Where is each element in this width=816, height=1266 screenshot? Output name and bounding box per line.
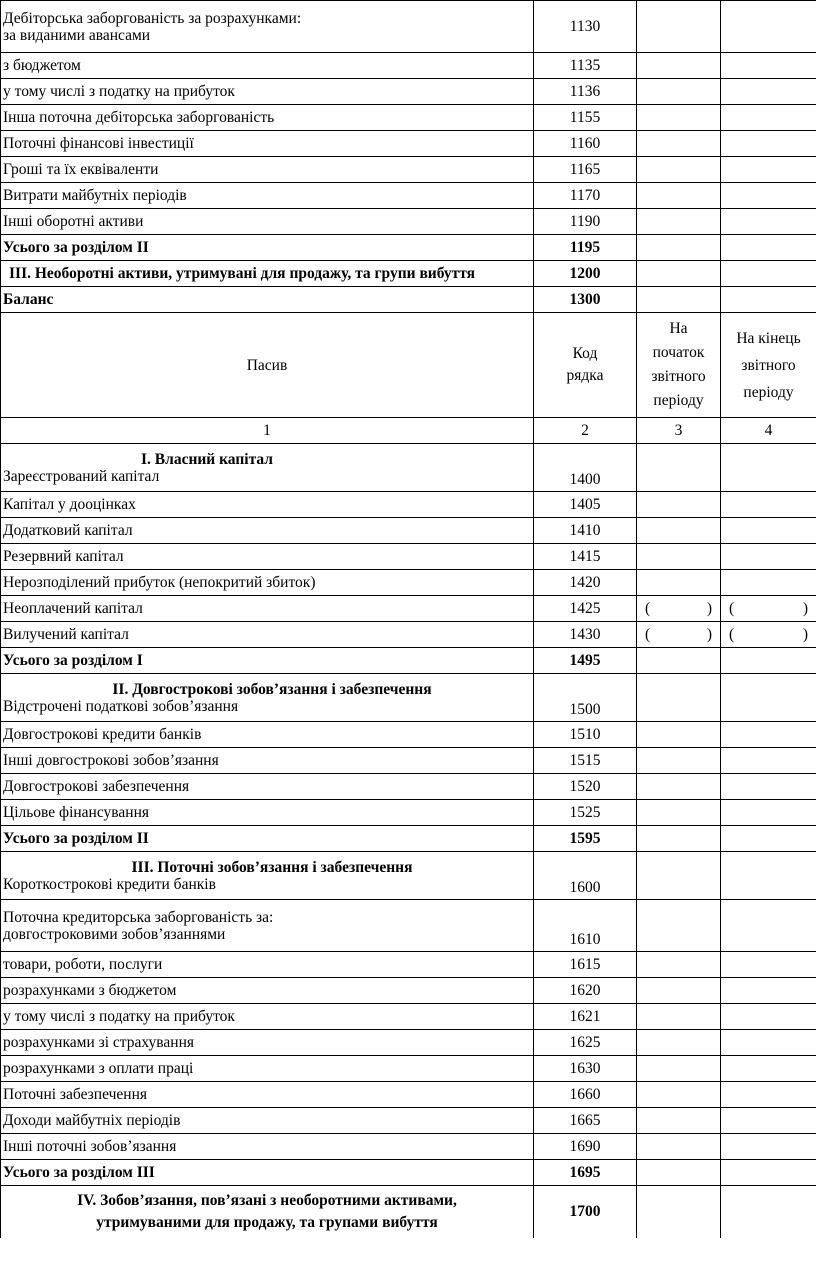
value-cell[interactable] (721, 952, 816, 978)
value-cell[interactable] (637, 952, 721, 978)
value-cell[interactable] (637, 1004, 721, 1030)
value-cell[interactable] (637, 544, 721, 570)
value-cell[interactable]: ( ) (637, 596, 721, 622)
row-code: 1420 (534, 570, 637, 596)
row-code: 1190 (534, 209, 637, 235)
row-label: у тому числі з податку на прибуток (1, 79, 534, 105)
table-row (1, 1186, 816, 1238)
row-code: 1155 (534, 105, 637, 131)
row-label: ІІІ. Необоротні активи, утримувані для продажу, та групи вибуття (1, 261, 534, 287)
table-row (1, 774, 816, 800)
table-row (1, 1056, 816, 1082)
table-row (1, 570, 816, 596)
value-cell[interactable] (721, 826, 816, 852)
row-code: 1600 (534, 852, 637, 900)
value-cell[interactable] (637, 492, 721, 518)
value-cell[interactable] (637, 105, 721, 131)
row-code: 1410 (534, 518, 637, 544)
table-row (1, 1108, 816, 1134)
row-code: 1160 (534, 131, 637, 157)
row-label: Додатковий капітал (1, 518, 534, 544)
section-title: IV. Зобов’язання, пов’язані з необоротними активами, утримуваними для продажу, та групами вибуття (1, 1186, 534, 1238)
row-label: Інша поточна дебіторська заборгованість (1, 105, 534, 131)
value-cell[interactable] (637, 748, 721, 774)
value-cell[interactable] (637, 287, 721, 313)
section-title: І. Власний капітал (141, 450, 273, 468)
row-label: Усього за розділом ІІ (1, 826, 534, 852)
row-label: Довгострокові забезпечення (1, 774, 534, 800)
column-number-row (1, 418, 816, 444)
table-row (1, 105, 816, 131)
row-label: Доходи майбутніх періодів (1, 1108, 534, 1134)
row-code: 1165 (534, 157, 637, 183)
value-cell[interactable] (637, 157, 721, 183)
value-cell[interactable] (721, 1160, 816, 1186)
table-row (1, 674, 816, 722)
value-cell[interactable] (721, 235, 816, 261)
table-row (1, 1160, 816, 1186)
row-label: Поточні забезпечення (1, 1082, 534, 1108)
table-row (1, 952, 816, 978)
value-cell[interactable] (721, 1, 816, 53)
value-cell[interactable] (721, 774, 816, 800)
row-code: 1430 (534, 622, 637, 648)
row-label: Капітал у дооцінках (1, 492, 534, 518)
value-cell[interactable] (721, 1186, 816, 1238)
value-cell[interactable] (721, 287, 816, 313)
row-label: Поточні фінансові інвестиції (1, 131, 534, 157)
row-label: Усього за розділом ІІ (1, 235, 534, 261)
table-row (1, 235, 816, 261)
value-cell[interactable] (721, 900, 816, 952)
row-code: 1300 (534, 287, 637, 313)
table-row (1, 518, 816, 544)
row-code: 1700 (534, 1186, 637, 1238)
table-row (1, 596, 816, 622)
row-code: 1665 (534, 1108, 637, 1134)
value-cell[interactable] (637, 852, 721, 900)
value-cell[interactable] (721, 1004, 816, 1030)
value-cell[interactable]: ( ) (721, 596, 816, 622)
row-label: Дебіторська заборгованість за розрахунками: за виданими авансами (1, 1, 534, 53)
value-cell[interactable] (721, 105, 816, 131)
table-row (1, 79, 816, 105)
section-title: ІІ. Довгострокові зобов’язання і забезпечення (112, 680, 432, 698)
value-cell[interactable] (637, 235, 721, 261)
row-label: товари, роботи, послуги (1, 952, 534, 978)
row-code: 1135 (534, 53, 637, 79)
row-code: 1515 (534, 748, 637, 774)
row-label: Усього за розділом ІІІ (1, 1160, 534, 1186)
value-cell[interactable] (637, 1056, 721, 1082)
row-code: 1415 (534, 544, 637, 570)
table-row (1, 261, 816, 287)
row-label: Неоплачений капітал (1, 596, 534, 622)
value-cell[interactable] (721, 722, 816, 748)
col-number: 3 (637, 418, 721, 444)
row-label: Довгострокові кредити банків (1, 722, 534, 748)
value-cell[interactable] (721, 852, 816, 900)
value-cell[interactable] (637, 1082, 721, 1108)
col-number: 1 (1, 418, 534, 444)
value-cell[interactable] (637, 444, 721, 492)
row-code: 1621 (534, 1004, 637, 1030)
row-code: 1170 (534, 183, 637, 209)
table-row (1, 131, 816, 157)
value-cell[interactable] (637, 53, 721, 79)
row-code: 1130 (534, 1, 637, 53)
value-cell[interactable] (637, 1108, 721, 1134)
value-cell[interactable] (637, 674, 721, 722)
table-row (1, 648, 816, 674)
table-row (1, 183, 816, 209)
table-row (1, 852, 816, 900)
row-code: 1620 (534, 978, 637, 1004)
row-code: 1200 (534, 261, 637, 287)
section-title: ІІІ. Поточні зобов’язання і забезпечення (131, 858, 413, 876)
header-pasyv: Пасив (1, 313, 534, 418)
row-label: ІІ. Довгострокові зобов’язання і забезпечення Відстрочені податкові зобов’язання (1, 674, 534, 722)
row-code: 1660 (534, 1082, 637, 1108)
table-row (1, 1, 816, 53)
row-code: 1400 (534, 444, 637, 492)
row-label: Витрати майбутніх періодів (1, 183, 534, 209)
row-code: 1610 (534, 900, 637, 952)
value-cell[interactable] (637, 131, 721, 157)
table-row (1, 826, 816, 852)
table-row (1, 800, 816, 826)
value-cell[interactable] (637, 978, 721, 1004)
value-cell[interactable] (721, 1056, 816, 1082)
table-row (1, 1030, 816, 1056)
table-row (1, 978, 816, 1004)
value-cell[interactable] (637, 1186, 721, 1238)
value-cell[interactable] (721, 544, 816, 570)
value-cell[interactable] (721, 1030, 816, 1056)
table-row (1, 722, 816, 748)
value-cell[interactable] (637, 800, 721, 826)
value-cell[interactable] (637, 1030, 721, 1056)
row-code: 1195 (534, 235, 637, 261)
row-label: розрахунками з оплати праці (1, 1056, 534, 1082)
value-cell[interactable] (637, 648, 721, 674)
value-cell[interactable] (721, 1082, 816, 1108)
value-cell[interactable] (637, 722, 721, 748)
value-cell[interactable] (721, 209, 816, 235)
row-code: 1615 (534, 952, 637, 978)
col-number: 2 (534, 418, 637, 444)
row-label: Усього за розділом І (1, 648, 534, 674)
row-code: 1595 (534, 826, 637, 852)
col-number: 4 (721, 418, 816, 444)
row-label: ІІІ. Поточні зобов’язання і забезпечення Короткострокові кредити банків (1, 852, 534, 900)
value-cell[interactable] (637, 900, 721, 952)
value-cell[interactable] (721, 131, 816, 157)
value-cell[interactable]: ( ) (721, 622, 816, 648)
value-cell[interactable] (721, 53, 816, 79)
row-label: у тому числі з податку на прибуток (1, 1004, 534, 1030)
value-cell[interactable] (637, 774, 721, 800)
row-code: 1136 (534, 79, 637, 105)
value-cell[interactable] (721, 518, 816, 544)
value-cell[interactable] (721, 444, 816, 492)
value-cell[interactable] (637, 826, 721, 852)
row-label: Резервний капітал (1, 544, 534, 570)
row-label: Вилучений капітал (1, 622, 534, 648)
row-code: 1630 (534, 1056, 637, 1082)
value-cell[interactable] (721, 492, 816, 518)
row-label: І. Власний капітал Зареєстрований капітал (1, 444, 534, 492)
value-cell[interactable] (721, 1134, 816, 1160)
row-label: Баланс (1, 287, 534, 313)
table-row (1, 544, 816, 570)
row-code: 1520 (534, 774, 637, 800)
row-label: Гроші та їх еквіваленти (1, 157, 534, 183)
value-cell[interactable] (637, 518, 721, 544)
row-code: 1405 (534, 492, 637, 518)
header-code: Код рядка (534, 313, 637, 418)
value-cell[interactable] (637, 1134, 721, 1160)
value-cell[interactable] (721, 79, 816, 105)
table-row (1, 748, 816, 774)
table-row (1, 1082, 816, 1108)
table-row (1, 622, 816, 648)
table-row (1, 157, 816, 183)
value-cell[interactable] (721, 570, 816, 596)
row-code: 1525 (534, 800, 637, 826)
value-cell[interactable]: ( ) (637, 622, 721, 648)
table-row (1, 900, 816, 952)
row-label: Інші поточні зобов’язання (1, 1134, 534, 1160)
row-label: розрахунками з бюджетом (1, 978, 534, 1004)
column-header-row (1, 313, 816, 418)
row-code: 1625 (534, 1030, 637, 1056)
row-label: з бюджетом (1, 53, 534, 79)
value-cell[interactable] (637, 570, 721, 596)
table-row (1, 444, 816, 492)
value-cell[interactable] (721, 261, 816, 287)
value-cell[interactable] (637, 79, 721, 105)
value-cell[interactable] (721, 978, 816, 1004)
value-cell[interactable] (721, 674, 816, 722)
row-code: 1500 (534, 674, 637, 722)
value-cell[interactable] (637, 1, 721, 53)
row-code: 1425 (534, 596, 637, 622)
value-cell[interactable] (637, 183, 721, 209)
row-code: 1695 (534, 1160, 637, 1186)
row-code: 1510 (534, 722, 637, 748)
value-cell[interactable] (721, 157, 816, 183)
table-row (1, 492, 816, 518)
value-cell[interactable] (721, 748, 816, 774)
value-cell[interactable] (637, 209, 721, 235)
value-cell[interactable] (721, 1108, 816, 1134)
value-cell[interactable] (637, 261, 721, 287)
value-cell[interactable] (637, 1160, 721, 1186)
value-cell[interactable] (721, 648, 816, 674)
row-label: Поточна кредиторська заборгованість за: довгостроковими зобов’язаннями (1, 900, 534, 952)
row-label: Цільове фінансування (1, 800, 534, 826)
row-label: Нерозподілений прибуток (непокритий збиток) (1, 570, 534, 596)
row-code: 1495 (534, 648, 637, 674)
row-label: Інші оборотні активи (1, 209, 534, 235)
table-row (1, 287, 816, 313)
table-row (1, 209, 816, 235)
table-row (1, 53, 816, 79)
value-cell[interactable] (721, 800, 816, 826)
row-label: Інші довгострокові зобов’язання (1, 748, 534, 774)
value-cell[interactable] (721, 183, 816, 209)
header-start-period: На початок звітного періоду (637, 313, 721, 418)
header-end-period: На кінець звітного періоду (721, 313, 816, 418)
table-row (1, 1004, 816, 1030)
row-code: 1690 (534, 1134, 637, 1160)
table-row (1, 1134, 816, 1160)
row-label: розрахунками зі страхування (1, 1030, 534, 1056)
